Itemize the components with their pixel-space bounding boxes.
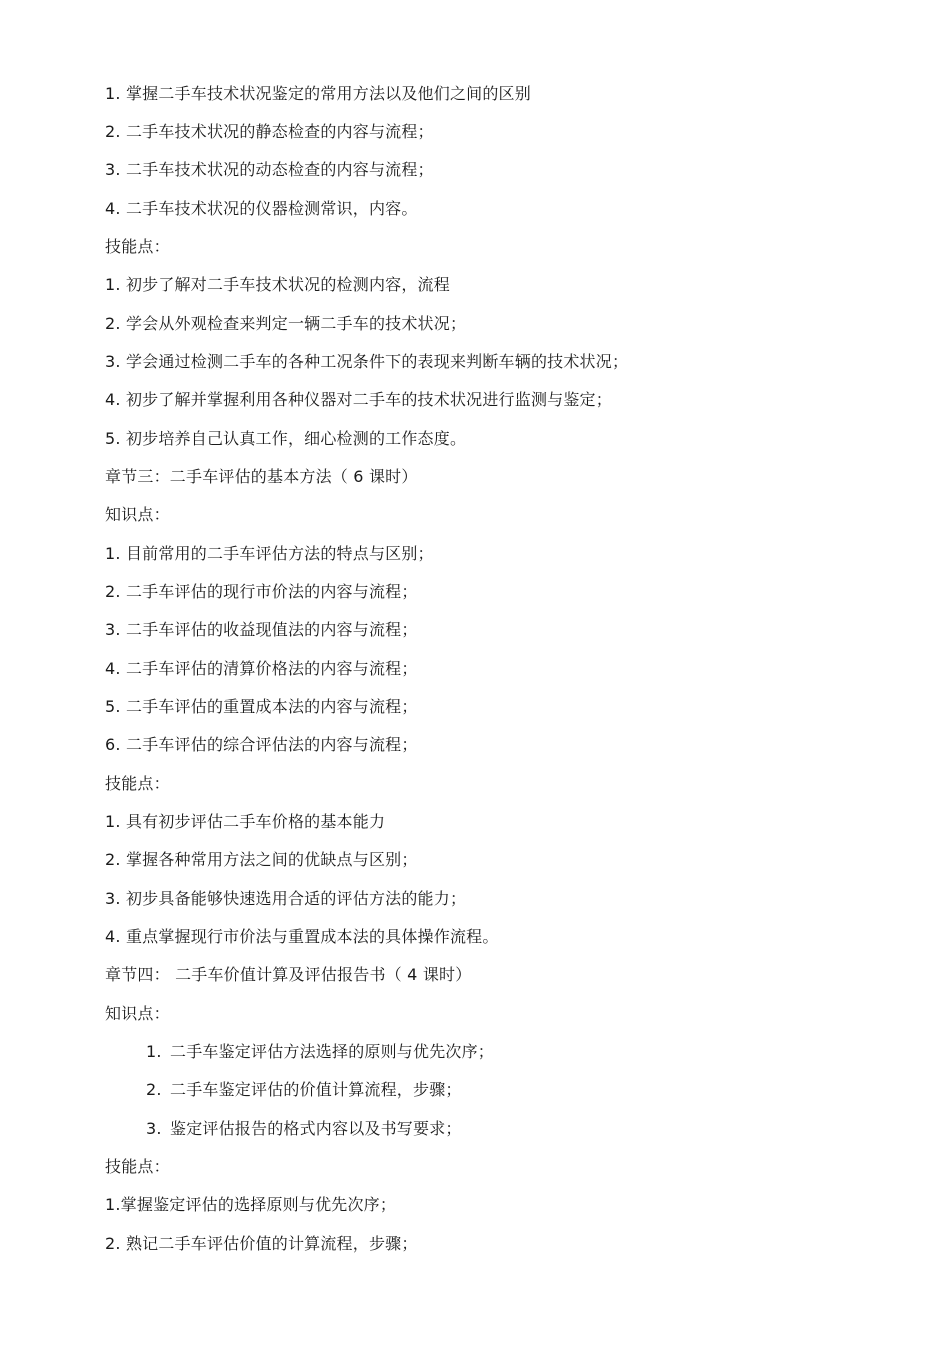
skill-item-1: 1.掌握鉴定评估的选择原则与优先次序； <box>105 1195 397 1214</box>
skill-heading: 技能点： <box>105 237 170 256</box>
list-text: 二手车鉴定评估的价值计算流程，步骤； <box>170 1080 462 1099</box>
knowledge-item-1 <box>146 1041 494 1063</box>
knowledge-item-5: 5. 二手车评估的重置成本法的内容与流程； <box>105 697 418 716</box>
knowledge-item-2: 2. 二手车评估的现行市价法的内容与流程； <box>105 582 418 601</box>
knowledge-item-1: 1. 目前常用的二手车评估方法的特点与区别； <box>105 544 434 563</box>
knowledge-heading: 知识点： <box>105 505 170 524</box>
knowledge-item-4: 4. 二手车评估的清算价格法的内容与流程； <box>105 659 418 678</box>
knowledge-heading: 知识点： <box>105 1004 170 1023</box>
skill-item-3: 3. 初步具备能够快速选用合适的评估方法的能力； <box>105 889 467 908</box>
knowledge-item-4: 4. 二手车技术状况的仪器检测常识，内容。 <box>105 199 418 218</box>
skill-item-1: 1. 初步了解对二手车技术状况的检测内容，流程 <box>105 275 450 294</box>
skill-item-4: 4. 初步了解并掌握利用各种仪器对二手车的技术状况进行监测与鉴定； <box>105 390 612 409</box>
knowledge-item-6: 6. 二手车评估的综合评估法的内容与流程； <box>105 735 418 754</box>
list-number: 3. <box>146 1119 162 1138</box>
skill-item-4: 4. 重点掌握现行市价法与重置成本法的具体操作流程。 <box>105 927 499 946</box>
knowledge-item-3: 3. 二手车评估的收益现值法的内容与流程； <box>105 620 418 639</box>
skill-heading: 技能点： <box>105 774 170 793</box>
skill-heading: 技能点： <box>105 1157 170 1176</box>
list-number: 2. <box>146 1080 162 1099</box>
knowledge-item-3: 3. 二手车技术状况的动态检查的内容与流程； <box>105 160 434 179</box>
knowledge-item-1: 1. 掌握二手车技术状况鉴定的常用方法以及他们之间的区别 <box>105 84 531 103</box>
skill-item-2: 2. 学会从外观检查来判定一辆二手车的技术状况； <box>105 314 467 333</box>
list-number: 1. <box>146 1042 162 1061</box>
skill-item-5: 5. 初步培养自己认真工作，细心检测的工作态度。 <box>105 429 467 448</box>
knowledge-item-3 <box>146 1118 462 1140</box>
knowledge-item-2 <box>146 1079 462 1101</box>
list-text: 鉴定评估报告的格式内容以及书写要求； <box>170 1119 462 1138</box>
knowledge-item-2: 2. 二手车技术状况的静态检查的内容与流程； <box>105 122 434 141</box>
skill-item-3: 3. 学会通过检测二手车的各种工况条件下的表现来判断车辆的技术状况； <box>105 352 629 371</box>
list-text: 二手车鉴定评估方法选择的原则与优先次序； <box>170 1042 495 1061</box>
skill-item-2: 2. 熟记二手车评估价值的计算流程，步骤； <box>105 1234 418 1253</box>
chapter-4-heading: 章节四： 二手车价值计算及评估报告书（ 4 课时） <box>105 965 472 984</box>
skill-item-1: 1. 具有初步评估二手车价格的基本能力 <box>105 812 386 831</box>
skill-item-2: 2. 掌握各种常用方法之间的优缺点与区别； <box>105 850 418 869</box>
chapter-3-heading: 章节三：二手车评估的基本方法（ 6 课时） <box>105 467 418 486</box>
